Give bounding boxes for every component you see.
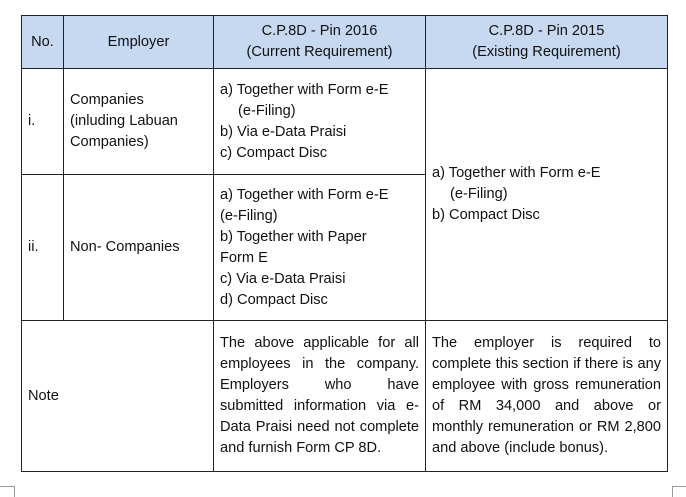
- header-no: No.: [22, 16, 64, 69]
- header-pin-2015: [426, 16, 668, 69]
- header-employer: Employer: [64, 16, 214, 69]
- employer-cell: [64, 69, 214, 175]
- header-pin-2015-title: C.P.8D - Pin 2015: [488, 23, 605, 39]
- page-corner-mark-right: [672, 486, 686, 497]
- table-row-companies: [22, 69, 668, 175]
- requirement-line: c) Compact Disc: [220, 144, 328, 161]
- requirement-line: b) Together with Paper: [220, 228, 367, 245]
- header-pin-2016: [214, 16, 426, 69]
- note-pin-2015: The employer is required to complete this section if there is any employee with gross remuneration of RM 34,000 and above or monthly remuneration or RM 2,800 and above (include bonus).: [426, 321, 668, 472]
- pin-2016-cell: [214, 175, 426, 321]
- header-row: [22, 16, 668, 69]
- header-pin-2016-subtitle: (Current Requirement): [246, 44, 393, 60]
- requirement-line: (e-Filing): [450, 186, 508, 202]
- requirement-line: Form E: [220, 249, 268, 266]
- employer-line: Companies): [70, 134, 149, 150]
- note-pin-2016: The above applicable for all employees in the company. Employers who have submitted information via e-Data Praisi need not complete and furnish Form CP 8D.: [214, 321, 426, 472]
- employer-line: Companies: [70, 92, 144, 108]
- requirement-line: a) Together with Form e-E: [220, 186, 389, 203]
- requirement-line: b) Via e-Data Praisi: [220, 123, 347, 140]
- row-number: ii.: [22, 175, 64, 321]
- header-pin-2016-title: C.P.8D - Pin 2016: [261, 23, 378, 39]
- cp8d-comparison-table: [21, 15, 668, 472]
- requirement-line: b) Compact Disc: [432, 207, 540, 223]
- requirement-line: a) Together with Form e-E: [432, 165, 601, 181]
- requirement-line: (e-Filing): [220, 207, 278, 224]
- table-row-note: [22, 321, 668, 472]
- requirement-line: (e-Filing): [238, 102, 296, 119]
- employer-cell: Non- Companies: [64, 175, 214, 321]
- row-number: i.: [22, 69, 64, 175]
- pin-2016-cell: [214, 69, 426, 175]
- page-corner-mark-left: [0, 486, 15, 497]
- requirement-line: d) Compact Disc: [220, 291, 328, 308]
- pin-2015-cell: [426, 69, 668, 321]
- note-label: Note: [22, 321, 214, 472]
- employer-line: (inluding Labuan: [70, 113, 178, 129]
- requirement-line: c) Via e-Data Praisi: [220, 270, 346, 287]
- requirement-line: a) Together with Form e-E: [220, 81, 389, 98]
- header-pin-2015-subtitle: (Existing Requirement): [472, 44, 621, 60]
